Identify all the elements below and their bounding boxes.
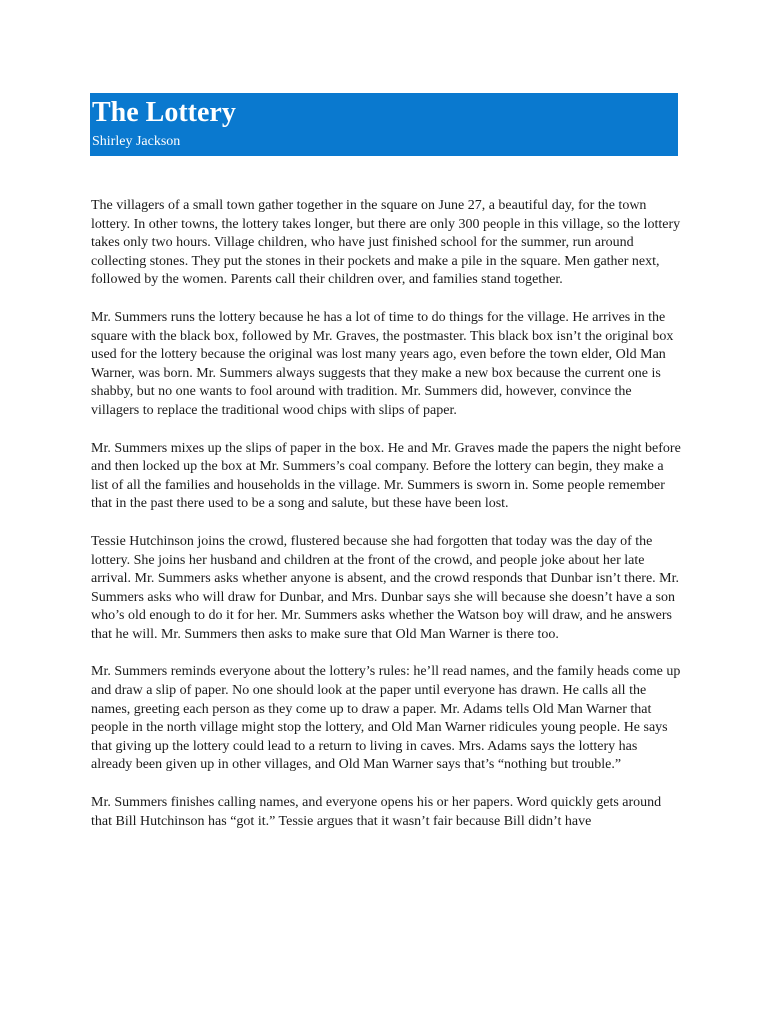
paragraph-2: Mr. Summers runs the lottery because he has a lot of time to do things for the village. He arrives in the square with the black box, followed by Mr. Graves, the postmaster. This black box isn’t the original box used for the lottery because the original was lost many years ago, even before the town elder, Old Man Warner, was born. Mr. Summers always suggests that they make a new box because the current one is shabby, but no one wants to fool around with tradition. Mr. Summers did, however, convince the villagers to replace the traditional wood chips with slips of paper.	[91, 309, 674, 418]
paragraph-6: Mr. Summers finishes calling names, and everyone opens his or her papers. Word quickly gets around that Bill Hutchinson has “got it.” Tessie argues that it wasn’t fair because Bill didn’t have	[91, 795, 662, 829]
paragraph-5: Mr. Summers reminds everyone about the lottery’s rules: he’ll read names, and the family heads come up and draw a slip of paper. No one should look at the paper until everyone has drawn. He calls all the names, greeting each person as they come up to draw a paper. Mr. Adams tells Old Man Warner that people in the north village might stop the lottery, and Old Man Warner ridicules young people. He says that giving up the lottery could lead to a return to living in caves. Mrs. Adams says the lottery has already been given up in other villages, and Old Man Warner says that’s “nothing but trouble.”	[91, 664, 681, 773]
paragraph-3: Mr. Summers mixes up the slips of paper in the box. He and Mr. Graves made the papers the night before and then locked up the box at Mr. Summers’s coal company. Before the lottery can begin, they make a list of all the families and households in the village. Mr. Summers is sworn in. Some people remember that in the past there used to be a song and salute, but these have been lost.	[91, 440, 681, 512]
title-banner	[90, 93, 678, 156]
paragraph-4: Tessie Hutchinson joins the crowd, flustered because she had forgotten that today was the day of the lottery. She joins her husband and children at the front of the crowd, and people joke about her late arrival. Mr. Summers asks whether anyone is absent, and the crowd responds that Dunbar isn’t there. Mr. Summers asks who will draw for Dunbar, and Mrs. Dunbar says she will because she doesn’t have a son who’s old enough to do it for her. Mr. Summers asks whether the Watson boy will draw, and he answers that he will. Mr. Summers then asks to make sure that Old Man Warner is there too.	[91, 533, 679, 642]
document-title: The Lottery	[92, 97, 236, 128]
paragraph-1: The villagers of a small town gather together in the square on June 27, a beautiful day, for the town lottery. In other towns, the lottery takes longer, but there are only 300 people in this village, so the lottery takes only two hours. Village children, who have just finished school for the summer, run around collecting stones. They put the stones in their pockets and make a pile in the square. Men gather next, followed by the women. Parents call their children over, and families stand together.	[91, 198, 681, 288]
document-author: Shirley Jackson	[92, 134, 181, 149]
document-body	[91, 197, 681, 850]
